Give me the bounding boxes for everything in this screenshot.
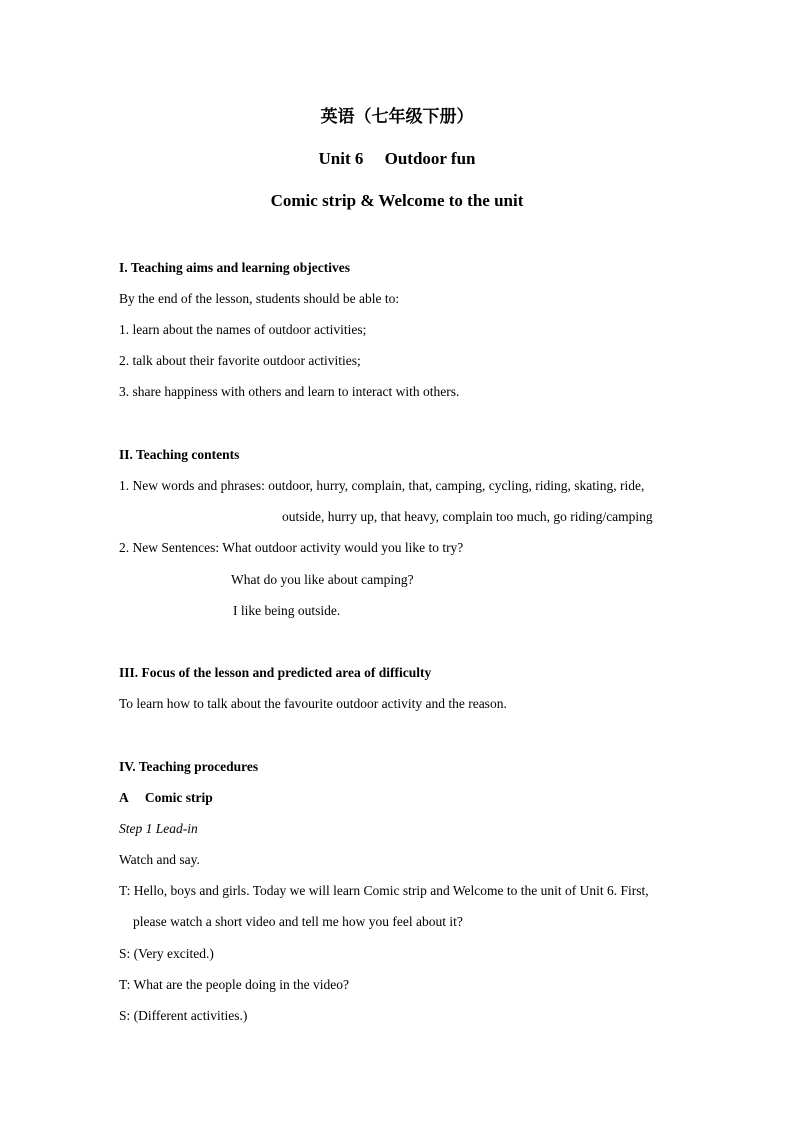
section1-heading: I. Teaching aims and learning objectives <box>119 260 351 275</box>
section3-text: To learn how to talk about the favourite outdoor activity and the reason. <box>119 696 507 711</box>
procedure-line: S: (Very excited.) <box>119 946 214 961</box>
procedure-line: Watch and say. <box>119 852 200 867</box>
document-title: 英语（七年级下册） <box>320 107 474 126</box>
new-sentences-line: What do you like about camping? <box>231 572 414 587</box>
unit-title: Unit 6 Outdoor fun <box>318 149 476 168</box>
new-words-line: outside, hurry up, that heavy, complain too much, go riding/camping <box>282 509 653 524</box>
procedure-line: T: What are the people doing in the video? <box>119 977 350 992</box>
lesson-title: Comic strip & Welcome to the unit <box>270 191 524 210</box>
new-sentences-line: I like being outside. <box>233 603 341 618</box>
section2-heading: II. Teaching contents <box>119 447 240 462</box>
objective-item: 2. talk about their favorite outdoor activities; <box>119 353 361 368</box>
procedure-line: T: Hello, boys and girls. Today we will learn Comic strip and Welcome to the unit of Unit 6. First, <box>119 883 649 898</box>
section4-heading: IV. Teaching procedures <box>119 759 259 774</box>
section4-subheading: A Comic strip <box>119 790 213 805</box>
objective-item: 1. learn about the names of outdoor activities; <box>119 322 367 337</box>
section1-intro: By the end of the lesson, students should be able to: <box>119 291 400 306</box>
step-title: Step 1 Lead-in <box>119 821 198 836</box>
procedure-line: please watch a short video and tell me how you feel about it? <box>133 914 463 929</box>
objective-item: 3. share happiness with others and learn to interact with others. <box>119 384 460 399</box>
new-words-line: 1. New words and phrases: outdoor, hurry, complain, that, camping, cycling, riding, skating, ride, <box>119 478 645 493</box>
new-sentences-line: 2. New Sentences: What outdoor activity would you like to try? <box>119 540 464 555</box>
procedure-line: S: (Different activities.) <box>119 1008 248 1023</box>
section3-heading: III. Focus of the lesson and predicted area of difficulty <box>119 665 432 680</box>
